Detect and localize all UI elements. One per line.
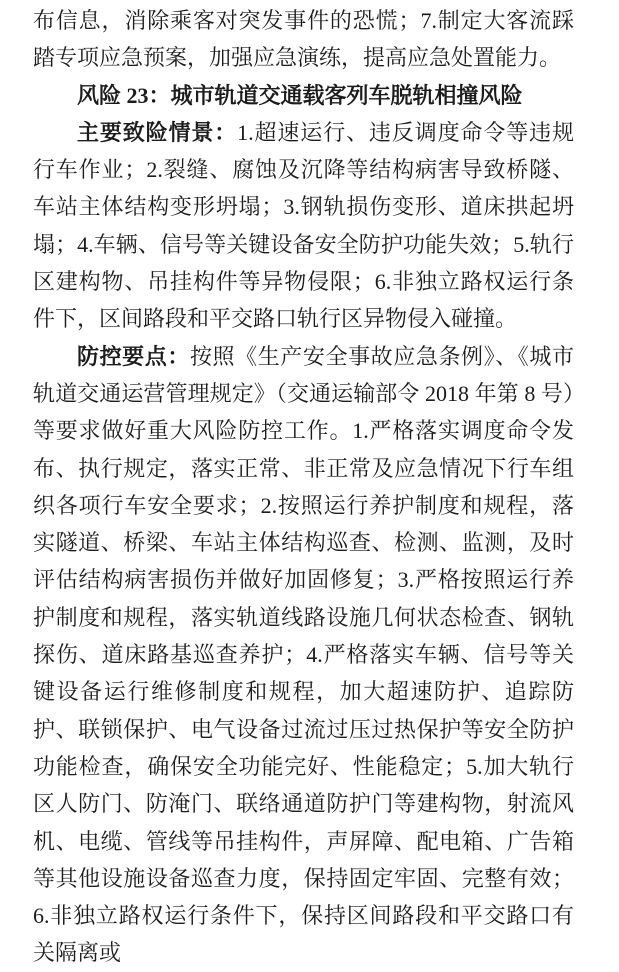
- paragraph-hazard-scenarios: [33, 114, 574, 338]
- risk-23-heading: [33, 77, 574, 114]
- hazard-scenarios-text: 1.超速运行、违反调度命令等违规行车作业；2.裂缝、腐蚀及沉降等结构病害导致桥隧、车站主体结构变形坍塌；3.钢轨损伤变形、道床拱起坍塌；4.车辆、信号等关键设备安全防护功能失效；5.轨行区建构物、吊挂构件等异物侵限；6.非独立路权运行条件下，区间路段和平交路口轨行区异物侵入碰撞。: [33, 119, 574, 332]
- prevention-points-lead: 防控要点：: [77, 343, 190, 369]
- prevention-points-text: 按照《生产安全事故应急条例》、《城市轨道交通运营管理规定》（交通运输部令 2018 年第 8 号）等要求做好重大风险防控工作。1.严格落实调度命令发布、执行规定，落实正常、非正常及应急情况下行车组织各项行车安全要求；2.按照运行养护制度和规程，落实隧道、桥梁、车站主体结构巡查、检测、监测，及时评估结构病害损伤并做好加固修复；3.严格按照运行养护制度和规程，落实轨道线路设施几何状态检查、钢轨探伤、道床路基巡查养护；4.严格落实车辆、信号等关键设备运行维修制度和规程，加大超速防护、追踪防护、联锁保护、电气设备过流过压过热保护等安全防护功能检查，确保安全功能完好、性能稳定；5.加大轨行区人防门、防淹门、联络通道防护门等建构物，射流风机、电缆、管线等吊挂构件，声屏障、配电箱、广告箱等其他设施设备巡查力度，保持固定牢固、完整有效；6.非独立路权运行条件下，保持区间路段和平交路口有关隔离或: [33, 343, 574, 966]
- paragraph-continuation-text: 布信息，消除乘客对突发事件的恐慌；7.制定大客流踩踏专项应急预案，加强应急演练，提高应急处置能力。: [33, 8, 574, 71]
- hazard-scenarios-lead: 主要致险情景：: [77, 119, 238, 145]
- paragraph-continuation: [33, 2, 574, 77]
- risk-23-heading-text: 风险 23：城市轨道交通载客列车脱轨相撞风险: [77, 82, 523, 108]
- paragraph-prevention-points: [33, 338, 574, 972]
